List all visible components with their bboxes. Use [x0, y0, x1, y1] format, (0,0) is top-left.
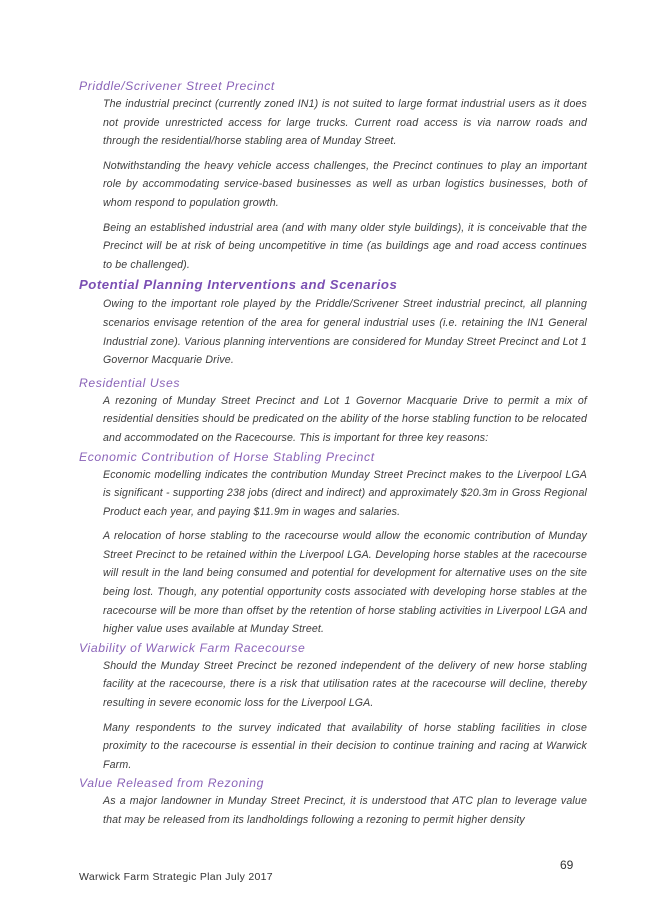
paragraph: Many respondents to the survey indicated that availability of horse stabling facilities in close proximity to the racecourse is essential in their decision to continue training and racing at Warwick Farm.: [103, 721, 587, 771]
section-heading: Value Released from Rezoning: [79, 776, 265, 791]
page-content: [79, 79, 587, 836]
section-heading: Residential Uses: [79, 375, 181, 390]
paragraph: Owing to the important role played by the Priddle/Scrivener Street industrial precinct, all planning scenarios envisage retention of the area for general industrial uses (i.e. retaining the IN1 General Industrial zone). Various planning interventions are considered for Munday Street Precinct and Lot 1 Governor Macquarie Drive.: [103, 298, 587, 367]
paragraph: Economic modelling indicates the contribution Munday Street Precinct makes to the Liverpool LGA is significant - supporting 238 jobs (direct and indirect) and approximately $20.3m in Gross Regional Product each year, and paying $11.9m in wages and salaries.: [103, 468, 587, 518]
paragraph: As a major landowner in Munday Street Precinct, it is understood that ATC plan to leverage value that may be released from its landholdings following a rezoning to permit higher density: [103, 795, 587, 826]
paragraph: Being an established industrial area (and with many older style buildings), it is conceivable that the Precinct will be at risk of being uncompetitive in time (as buildings age and road access continues to be challenged).: [103, 221, 587, 271]
page-footer: Warwick Farm Strategic Plan July 2017: [79, 871, 273, 883]
paragraph: A rezoning of Munday Street Precinct and Lot 1 Governor Macquarie Drive to permit a mix of residential densities should be predicated on the ability of the horse stabling function to be relocated and accommodated on the Racecourse. This is important for three key reasons:: [103, 394, 587, 444]
paragraph: A relocation of horse stabling to the racecourse would allow the economic contribution of Munday Street Precinct to be retained within the Liverpool LGA. Developing horse stables at the racecourse will result in the land being consumed and potential for development for alternative uses on the site being lost. Though, any potential opportunity costs associated with developing horse stables at the racecourse will be more than offset by the retention of horse stabling activities in Liverpool LGA and higher value uses available at Munday Street.: [103, 530, 587, 636]
page-number: 69: [560, 858, 574, 872]
section-heading: Viability of Warwick Farm Racecourse: [79, 640, 306, 655]
paragraph: Notwithstanding the heavy vehicle access challenges, the Precinct continues to play an important role by accommodating service-based businesses as well as urban logistics businesses, both of whom respond to population growth.: [103, 159, 587, 209]
paragraph: Should the Munday Street Precinct be rezoned independent of the delivery of new horse stabling facility at the racecourse, there is a risk that utilisation rates at the racecourse will decline, thereby resulting in severe economic loss for the Liverpool LGA.: [103, 659, 587, 710]
section-heading: Economic Contribution of Horse Stabling Precinct: [79, 449, 375, 464]
section-heading-main: Potential Planning Interventions and Scenarios: [79, 277, 398, 293]
section-heading: Priddle/Scrivener Street Precinct: [79, 79, 275, 93]
paragraph: The industrial precinct (currently zoned IN1) is not suited to large format industrial users as it does not provide unrestricted access for large trucks. Current road access is via narrow roads and through the residential/horse stabling area of Munday Street.: [103, 98, 587, 148]
